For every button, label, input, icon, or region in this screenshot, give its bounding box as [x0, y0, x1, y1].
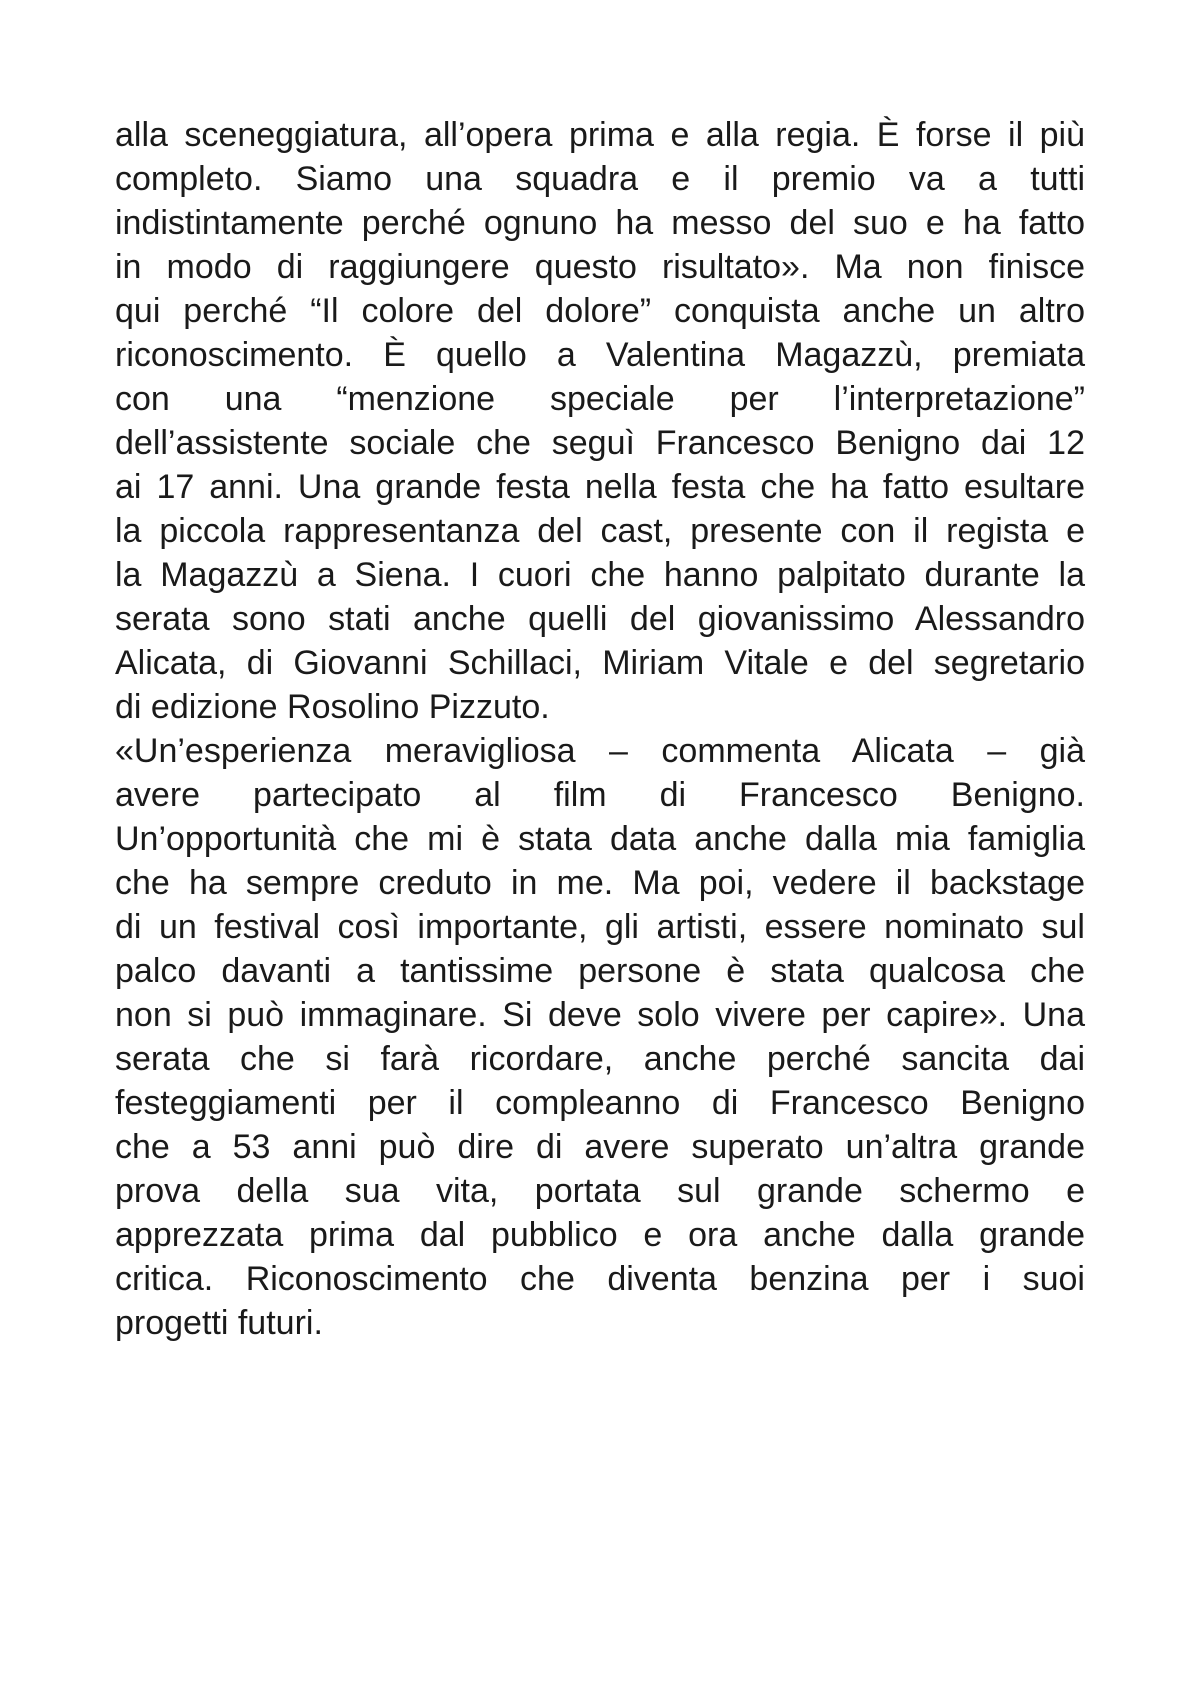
text-line: indistintamente perché ognuno ha messo del suo e ha fatto	[115, 204, 1085, 242]
text-line: prova della sua vita, portata sul grande schermo e	[115, 1172, 1085, 1210]
text-line: serata che si farà ricordare, anche perché sancita dai	[115, 1040, 1085, 1078]
text-line: «Un’esperienza meravigliosa – commenta Alicata – già	[115, 732, 1085, 770]
text-line: festeggiamenti per il compleanno di Francesco Benigno	[115, 1084, 1085, 1122]
text-line: dell’assistente sociale che seguì Francesco Benigno dai 12	[115, 424, 1085, 462]
text-line-paragraph-end: progetti futuri.	[115, 1304, 323, 1342]
text-line: Alicata, di Giovanni Schillaci, Miriam Vitale e del segretario	[115, 644, 1085, 682]
text-line: di un festival così importante, gli artisti, essere nominato sul	[115, 908, 1085, 946]
text-line: che ha sempre creduto in me. Ma poi, vedere il backstage	[115, 864, 1085, 902]
text-line: Un’opportunità che mi è stata data anche dalla mia famiglia	[115, 820, 1085, 858]
text-line: in modo di raggiungere questo risultato». Ma non finisce	[115, 248, 1085, 286]
text-line: avere partecipato al film di Francesco Benigno.	[115, 776, 1085, 814]
text-line: alla sceneggiatura, all’opera prima e alla regia. È forse il più	[115, 116, 1085, 154]
text-line: con una “menzione speciale per l’interpretazione”	[115, 380, 1085, 418]
text-line: riconoscimento. È quello a Valentina Magazzù, premiata	[115, 336, 1085, 374]
text-line: la piccola rappresentanza del cast, presente con il regista e	[115, 512, 1085, 550]
text-line: critica. Riconoscimento che diventa benzina per i suoi	[115, 1260, 1085, 1298]
text-line: palco davanti a tantissime persone è stata qualcosa che	[115, 952, 1085, 990]
text-line: non si può immaginare. Si deve solo vivere per capire». Una	[115, 996, 1085, 1034]
text-line-paragraph-end: di edizione Rosolino Pizzuto.	[115, 688, 550, 726]
text-line: qui perché “Il colore del dolore” conquista anche un altro	[115, 292, 1085, 330]
text-line: serata sono stati anche quelli del giovanissimo Alessandro	[115, 600, 1085, 638]
article-body	[115, 113, 1085, 1345]
text-line: che a 53 anni può dire di avere superato un’altra grande	[115, 1128, 1085, 1166]
text-line: la Magazzù a Siena. I cuori che hanno palpitato durante la	[115, 556, 1085, 594]
text-line: ai 17 anni. Una grande festa nella festa che ha fatto esultare	[115, 468, 1085, 506]
text-line: completo. Siamo una squadra e il premio va a tutti	[115, 160, 1085, 198]
text-line: apprezzata prima dal pubblico e ora anche dalla grande	[115, 1216, 1085, 1254]
